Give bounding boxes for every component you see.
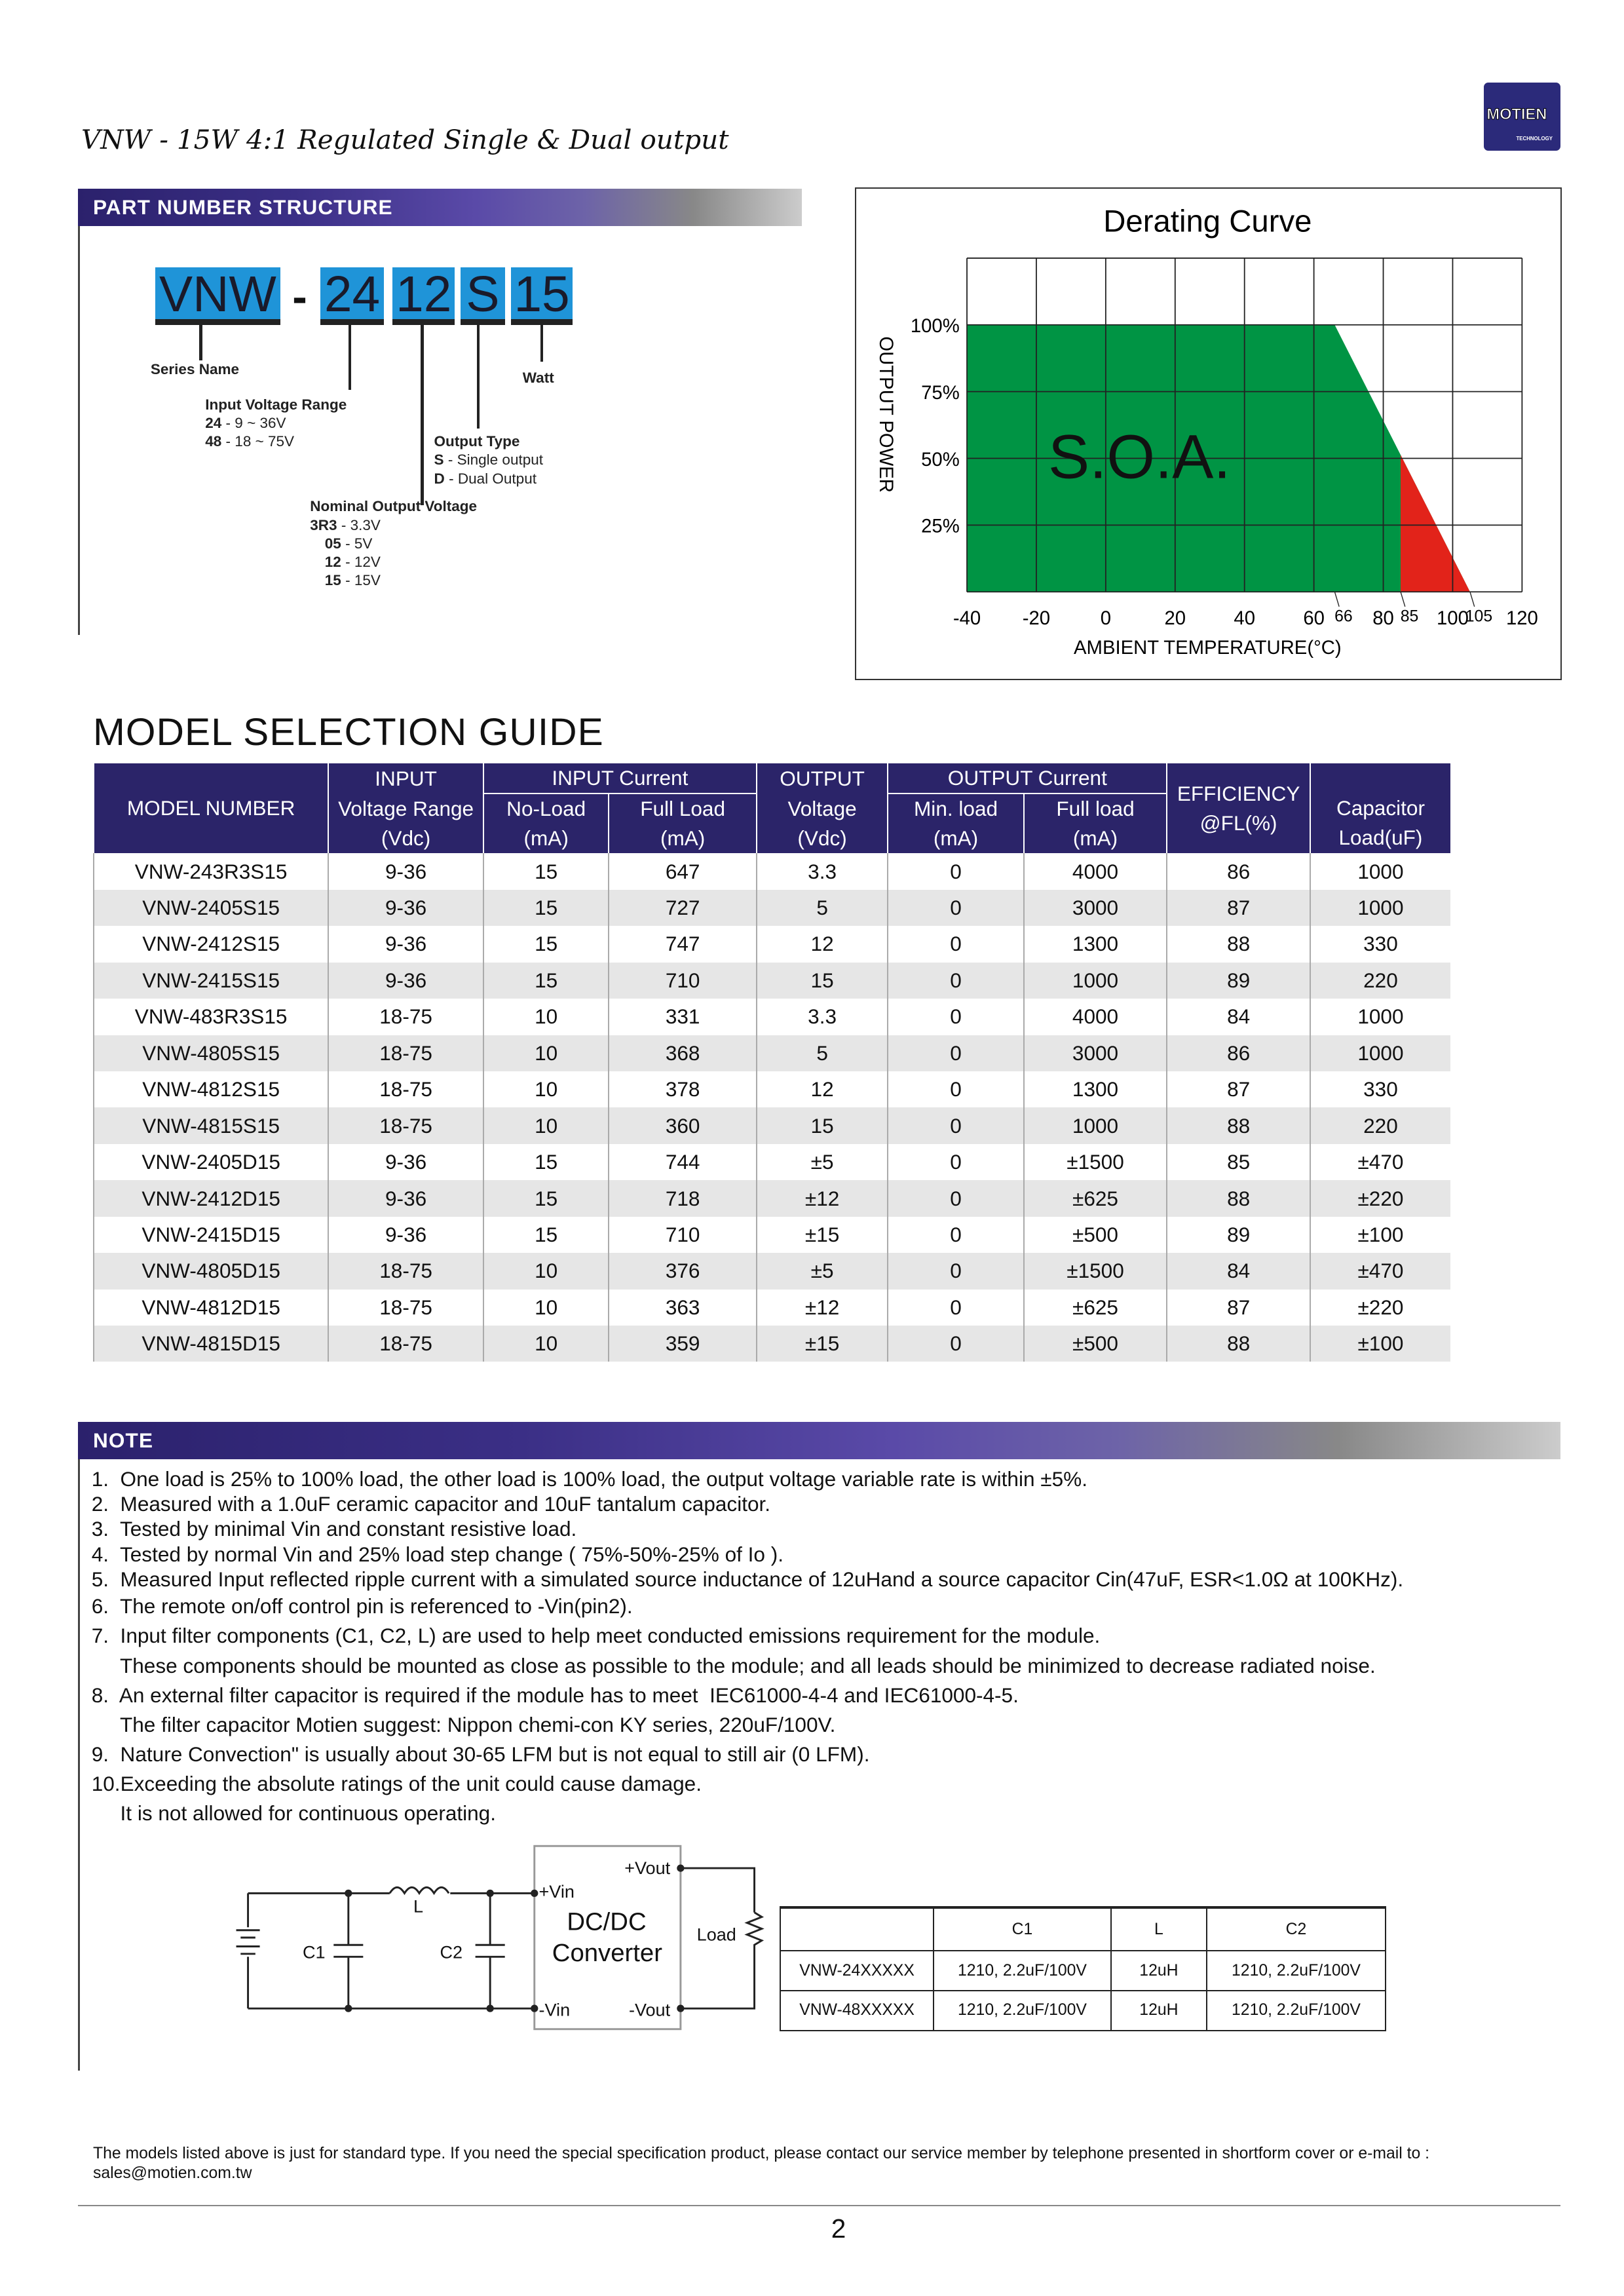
table-cell: 4000 bbox=[1024, 853, 1167, 889]
leader-line bbox=[349, 325, 352, 390]
table-cell: 9-36 bbox=[328, 1217, 483, 1253]
table-cell: 360 bbox=[609, 1107, 756, 1143]
table-cell: 84 bbox=[1167, 999, 1310, 1035]
table-cell: 15 bbox=[483, 853, 609, 889]
table-cell: L bbox=[1111, 1907, 1207, 1951]
c2-label: C2 bbox=[440, 1942, 463, 1962]
table-cell: VNW-4805S15 bbox=[94, 1035, 328, 1071]
table-cell: 12uH bbox=[1111, 1991, 1207, 2031]
table-cell: 9-36 bbox=[328, 890, 483, 926]
table-cell: VNW-2415S15 bbox=[94, 963, 328, 999]
table-cell: 88 bbox=[1167, 1326, 1310, 1362]
table-row bbox=[94, 999, 1450, 1035]
note-item: 1. One load is 25% to 100% load, the other load is 100% load, the output voltage variable rate is within ±5%. bbox=[91, 1466, 1087, 1491]
table-cell: 727 bbox=[609, 890, 756, 926]
table-row bbox=[94, 1107, 1450, 1143]
table-row bbox=[94, 890, 1450, 926]
table-cell: 1000 bbox=[1310, 1035, 1450, 1071]
table-cell: 15 bbox=[483, 926, 609, 962]
table-cell: 9-36 bbox=[328, 926, 483, 962]
table-row bbox=[94, 1144, 1450, 1180]
table-cell: 331 bbox=[609, 999, 756, 1035]
x-tick-label: 20 bbox=[1164, 607, 1186, 630]
table-cell: 0 bbox=[888, 853, 1023, 889]
soa-annotation: S.O.A. bbox=[1048, 422, 1231, 492]
y-tick-label: 50% bbox=[920, 448, 960, 470]
table-cell: 359 bbox=[609, 1326, 756, 1362]
table-cell: 363 bbox=[609, 1290, 756, 1326]
table-cell: 85 bbox=[1167, 1144, 1310, 1180]
table-cell: C1 bbox=[934, 1907, 1110, 1951]
x-extra-tick-label: 66 bbox=[1334, 607, 1353, 626]
table-cell: 18-75 bbox=[328, 1253, 483, 1289]
table-cell: 1000 bbox=[1310, 999, 1450, 1035]
note-item: 4. Tested by normal Vin and 25% load step change ( 75%-50%-25% of Io ). bbox=[91, 1542, 784, 1566]
note-item: 5. Measured Input reflected ripple current with a simulated source inductance of 12uHand a source capacitor Cin(47uF, ESR<1.0Ω at 100KHz). bbox=[91, 1567, 1404, 1592]
table-cell: ±625 bbox=[1024, 1180, 1167, 1216]
table-cell: 3000 bbox=[1024, 1035, 1167, 1071]
table-row bbox=[780, 1951, 1386, 1991]
table-row bbox=[94, 1180, 1450, 1216]
x-tick-label: -20 bbox=[1022, 607, 1050, 630]
footer-rule bbox=[78, 2205, 1560, 2206]
table-cell: ±500 bbox=[1024, 1217, 1167, 1253]
table-cell: 10 bbox=[483, 1290, 609, 1326]
table-cell: 18-75 bbox=[328, 1035, 483, 1071]
table-cell: 0 bbox=[888, 1290, 1023, 1326]
table-cell: ±625 bbox=[1024, 1290, 1167, 1326]
load-label: Load bbox=[696, 1924, 736, 1945]
table-cell: 710 bbox=[609, 1217, 756, 1253]
x-tick-label: -40 bbox=[953, 607, 981, 630]
table-cell: 747 bbox=[609, 926, 756, 962]
chart-title: Derating Curve bbox=[1103, 204, 1312, 239]
table-cell: 1300 bbox=[1024, 1071, 1167, 1107]
inductor-label: L bbox=[413, 1896, 424, 1917]
table-cell: 12 bbox=[757, 926, 888, 962]
table-cell: ±12 bbox=[757, 1180, 888, 1216]
table-cell: 18-75 bbox=[328, 1326, 483, 1362]
note-item: 3. Tested by minimal Vin and constant resistive load. bbox=[91, 1517, 577, 1541]
table-cell: 718 bbox=[609, 1180, 756, 1216]
watt-label: Watt bbox=[522, 370, 554, 387]
table-cell: 12uH bbox=[1111, 1951, 1207, 1991]
x-extra-tick bbox=[1470, 592, 1475, 607]
table-cell: VNW-2405S15 bbox=[94, 890, 328, 926]
table-cell: ±5 bbox=[757, 1253, 888, 1289]
table-cell: 1210, 2.2uF/100V bbox=[1207, 1951, 1386, 1991]
table-cell: VNW-243R3S15 bbox=[94, 853, 328, 889]
table-cell: 5 bbox=[757, 1035, 888, 1071]
segment-input: 24 bbox=[320, 267, 384, 325]
table-cell: 1210, 2.2uF/100V bbox=[1207, 1991, 1386, 2031]
note-item: 7. Input filter components (C1, C2, L) are used to help meet conducted emissions requirement for the module. bbox=[91, 1624, 1101, 1648]
table-cell: 12 bbox=[757, 1071, 888, 1107]
segment-output-voltage: 12 bbox=[392, 267, 455, 325]
table-cell bbox=[780, 1907, 934, 1951]
x-tick-label: 0 bbox=[1100, 607, 1111, 630]
segment-output-type: S bbox=[461, 267, 505, 325]
leader-line bbox=[477, 325, 480, 429]
x-tick-label: 80 bbox=[1372, 607, 1394, 630]
segment-series: VNW bbox=[155, 267, 281, 325]
table-cell: 1000 bbox=[1024, 963, 1167, 999]
table-cell: 10 bbox=[483, 1253, 609, 1289]
table-cell: 3.3 bbox=[757, 853, 888, 889]
table-cell: 15 bbox=[483, 890, 609, 926]
part-number-heading: PART NUMBER STRUCTURE bbox=[78, 189, 801, 225]
table-cell: 88 bbox=[1167, 1107, 1310, 1143]
table-cell: VNW-4812S15 bbox=[94, 1071, 328, 1107]
y-tick-label: 25% bbox=[920, 515, 960, 537]
table-row bbox=[94, 853, 1450, 889]
note-item: These components should be mounted as close as possible to the module; and all leads should be minimized to decrease radiated noise. bbox=[91, 1653, 1376, 1677]
table-cell: ±100 bbox=[1310, 1217, 1450, 1253]
converter-label-1: DC/DC bbox=[567, 1907, 647, 1936]
table-cell: ±470 bbox=[1310, 1144, 1450, 1180]
table-cell: 87 bbox=[1167, 1071, 1310, 1107]
note-item: 9. Nature Convection" is usually about 30-65 LFM but is not equal to still air (0 LFM). bbox=[91, 1742, 870, 1766]
table-cell: ±100 bbox=[1310, 1326, 1450, 1362]
vout-plus-label: +Vout bbox=[624, 1858, 671, 1878]
table-cell: 0 bbox=[888, 926, 1023, 962]
series-area-over-temperature bbox=[1401, 455, 1470, 592]
table-cell: 89 bbox=[1167, 1217, 1310, 1253]
table-cell: 710 bbox=[609, 963, 756, 999]
segment-dash: - bbox=[292, 272, 307, 322]
table-cell: ±500 bbox=[1024, 1326, 1167, 1362]
table-cell: 0 bbox=[888, 890, 1023, 926]
table-cell: 9-36 bbox=[328, 963, 483, 999]
note-heading: NOTE bbox=[78, 1422, 1560, 1459]
vin-plus-label: +Vin bbox=[538, 1881, 575, 1902]
filter-circuit-diagram bbox=[221, 1839, 782, 2046]
table-cell: 15 bbox=[483, 1144, 609, 1180]
series-name-label: Series Name bbox=[150, 360, 240, 377]
table-cell: ±15 bbox=[757, 1217, 888, 1253]
table-cell: 368 bbox=[609, 1035, 756, 1071]
load-resistor-icon bbox=[747, 1912, 762, 1949]
capacitor-c1-icon bbox=[333, 1893, 363, 2008]
table-cell: 0 bbox=[888, 963, 1023, 999]
table-cell: 0 bbox=[888, 1071, 1023, 1107]
output-type-legend: Output Type S - Single output D - Dual Output bbox=[434, 433, 544, 487]
capacitor-c2-icon bbox=[476, 1893, 505, 2008]
left-rule bbox=[78, 1459, 79, 2071]
table-cell: ±470 bbox=[1310, 1253, 1450, 1289]
table-cell: ±1500 bbox=[1024, 1253, 1167, 1289]
table-cell: 0 bbox=[888, 1035, 1023, 1071]
derating-chart-svg bbox=[856, 189, 1560, 679]
table-row bbox=[94, 926, 1450, 962]
table-row bbox=[94, 1071, 1450, 1107]
table-cell: 378 bbox=[609, 1071, 756, 1107]
table-cell: 9-36 bbox=[328, 853, 483, 889]
table-cell: 18-75 bbox=[328, 999, 483, 1035]
filter-components-table bbox=[780, 1906, 1386, 2031]
table-cell: VNW-2405D15 bbox=[94, 1144, 328, 1180]
table-cell: 9-36 bbox=[328, 1180, 483, 1216]
y-tick-label: 75% bbox=[920, 382, 960, 404]
note-item: 2. Measured with a 1.0uF ceramic capacitor and 10uF tantalum capacitor. bbox=[91, 1492, 771, 1516]
vout-minus-label: -Vout bbox=[629, 2000, 671, 2020]
input-range-legend: Input Voltage Range 24 - 9 ~ 36V 48 - 18 ~ 75V bbox=[205, 396, 347, 450]
converter-label-2: Converter bbox=[552, 1938, 662, 1967]
table-row bbox=[780, 1907, 1386, 1951]
table-cell: 330 bbox=[1310, 1071, 1450, 1107]
table-cell: 87 bbox=[1167, 890, 1310, 926]
x-axis-label: AMBIENT TEMPERATURE(°C) bbox=[1073, 637, 1342, 659]
x-tick-label: 40 bbox=[1234, 607, 1255, 630]
battery-icon bbox=[236, 1930, 260, 1953]
table-cell: 88 bbox=[1167, 926, 1310, 962]
nominal-voltage-legend: Nominal Output Voltage 3R3 - 3.3V 05 - 5V 12 - 12V 15 - 15V bbox=[310, 498, 478, 589]
table-cell: 15 bbox=[757, 1107, 888, 1143]
table-cell: 86 bbox=[1167, 1035, 1310, 1071]
x-tick-label: 120 bbox=[1505, 607, 1538, 630]
table-cell: 0 bbox=[888, 1180, 1023, 1216]
page-number: 2 bbox=[831, 2213, 846, 2244]
table-row bbox=[94, 1035, 1450, 1071]
leader-line bbox=[199, 325, 202, 360]
note-item: 8. An external filter capacitor is required if the module has to meet IEC61000-4-4 and IEC61000-4-5. bbox=[91, 1683, 1019, 1707]
table-cell: 1000 bbox=[1310, 853, 1450, 889]
model-selection-table: MODEL NUMBER INPUT INPUT Current OUTPUT OUTPUT Current EFFICIENCY @FL(%) Capacitor Load(uF) Voltage Range No-Load Full Load Voltage Min. load Full load (Vdc) (mA) (mA) (Vdc) (mA) (mA) VNW-243R3S15 9-36 15 647 3.3 0 4000 86 1000 VNW-2405S15 9-36 15 727 5 0 3000 87 1000 VNW-2412S15 9-36 15 747 12 0 1300 88 330 VNW-2415S15 9-36 15 710 15 0 1000 89 220 VNW-483R3S15 18-75 10 331 3.3 0 4000 84 1000 VNW-4805S15 18-75 10 368 5 0 3000 86 1000 VNW-4812S15 18-75 10 378 12 0 1300 87 330 VNW-4815S15 18-75 10 360 15 0 1000 88 220 VNW-2405D15 9-36 15 744 ±5 0 ±1500 85 ±470 VNW-2412D15 9-36 15 718 ±12 0 ±625 88 ±220 VNW-2415D15 9-36 15 710 ±15 0 ±500 89 ±100 VNW-4805D15 18-75 10 376 ±5 0 ±1500 84 ±470 VNW-4812D15 18-75 10 363 ±12 0 ±625 87 ±220 VNW-4815D15 18-75 10 359 ±15 0 ±500 88 ±100 bbox=[93, 763, 1450, 1362]
notes-list bbox=[92, 1466, 1403, 1828]
note-item: It is not allowed for continuous operating. bbox=[91, 1801, 496, 1825]
x-extra-tick-label: 105 bbox=[1465, 607, 1492, 626]
inductor-icon bbox=[390, 1887, 449, 1893]
footer-note: The models listed above is just for standard type. If you need the special specification product, please contact our service member by telephone presented in shortform cover or e-mail to : sales@motien.com.tw bbox=[92, 2145, 1430, 2182]
table-cell: 220 bbox=[1310, 1107, 1450, 1143]
table-cell: ±220 bbox=[1310, 1180, 1450, 1216]
table-cell: VNW-483R3S15 bbox=[94, 999, 328, 1035]
y-axis-label: OUTPUT POWER bbox=[875, 336, 897, 493]
table-cell: 84 bbox=[1167, 1253, 1310, 1289]
table-cell: 15 bbox=[483, 1180, 609, 1216]
table-cell: 89 bbox=[1167, 963, 1310, 999]
note-item: 10.Exceeding the absolute ratings of the unit could cause damage. bbox=[91, 1771, 702, 1795]
table-row bbox=[94, 963, 1450, 999]
table-cell: 87 bbox=[1167, 1290, 1310, 1326]
derating-chart bbox=[855, 187, 1562, 680]
table-cell: 1210, 2.2uF/100V bbox=[934, 1951, 1110, 1991]
table-cell: 1000 bbox=[1310, 890, 1450, 926]
table-cell: ±15 bbox=[757, 1326, 888, 1362]
vin-minus-label: -Vin bbox=[538, 2000, 571, 2020]
table-cell: 18-75 bbox=[328, 1107, 483, 1143]
table-cell: 4000 bbox=[1024, 999, 1167, 1035]
table-cell: 744 bbox=[609, 1144, 756, 1180]
table-cell: 15 bbox=[483, 963, 609, 999]
document-title: VNW - 15W 4:1 Regulated Single & Dual output bbox=[81, 124, 729, 156]
table-cell: 0 bbox=[888, 1217, 1023, 1253]
table-cell: 3000 bbox=[1024, 890, 1167, 926]
table-cell: 330 bbox=[1310, 926, 1450, 962]
table-cell: 9-36 bbox=[328, 1144, 483, 1180]
x-tick-label: 100 bbox=[1436, 607, 1469, 630]
table-row bbox=[94, 1326, 1450, 1362]
table-cell: 1210, 2.2uF/100V bbox=[934, 1991, 1110, 2031]
table-cell: 10 bbox=[483, 1107, 609, 1143]
note-item: 6. The remote on/off control pin is referenced to -Vin(pin2). bbox=[91, 1594, 633, 1618]
table-cell: 5 bbox=[757, 890, 888, 926]
table-cell: 0 bbox=[888, 1253, 1023, 1289]
table-cell: 1000 bbox=[1024, 1107, 1167, 1143]
table-cell: 10 bbox=[483, 1035, 609, 1071]
table-cell: ±220 bbox=[1310, 1290, 1450, 1326]
table-cell: 15 bbox=[757, 963, 888, 999]
table-cell: 0 bbox=[888, 1326, 1023, 1362]
table-cell: VNW-2415D15 bbox=[94, 1217, 328, 1253]
table-cell: VNW-4805D15 bbox=[94, 1253, 328, 1289]
table-cell: VNW-48XXXXX bbox=[780, 1991, 934, 2031]
x-extra-tick-label: 85 bbox=[1400, 607, 1419, 626]
note-item: The filter capacitor Motien suggest: Nippon chemi-con KY series, 220uF/100V. bbox=[91, 1712, 836, 1736]
x-tick-label: 60 bbox=[1303, 607, 1325, 630]
table-cell: 10 bbox=[483, 1071, 609, 1107]
table-cell: 0 bbox=[888, 1144, 1023, 1180]
table-cell: ±1500 bbox=[1024, 1144, 1167, 1180]
table-cell: 3.3 bbox=[757, 999, 888, 1035]
segment-watt: 15 bbox=[511, 267, 573, 325]
table-cell: 376 bbox=[609, 1253, 756, 1289]
table-cell: C2 bbox=[1207, 1907, 1386, 1951]
col-capacitor: Capacitor Load(uF) bbox=[1310, 763, 1450, 853]
table-cell: 647 bbox=[609, 853, 756, 889]
c1-label: C1 bbox=[302, 1942, 326, 1962]
x-extra-tick bbox=[1334, 592, 1339, 607]
table-cell: 88 bbox=[1167, 1180, 1310, 1216]
table-cell: 0 bbox=[888, 1107, 1023, 1143]
col-model: MODEL NUMBER bbox=[94, 763, 328, 853]
table-row bbox=[94, 1253, 1450, 1289]
table-cell: 10 bbox=[483, 999, 609, 1035]
table-cell: VNW-4815D15 bbox=[94, 1326, 328, 1362]
table-row bbox=[94, 1217, 1450, 1253]
table-cell: 1300 bbox=[1024, 926, 1167, 962]
table-cell: ±12 bbox=[757, 1290, 888, 1326]
table-cell: VNW-2412D15 bbox=[94, 1180, 328, 1216]
model-guide-title: MODEL SELECTION GUIDE bbox=[92, 710, 604, 754]
table-cell: 15 bbox=[483, 1217, 609, 1253]
table-cell: VNW-4815S15 bbox=[94, 1107, 328, 1143]
left-rule bbox=[78, 226, 79, 635]
y-tick-label: 100% bbox=[910, 315, 960, 337]
table-cell: 0 bbox=[888, 999, 1023, 1035]
table-cell: 10 bbox=[483, 1326, 609, 1362]
table-row bbox=[780, 1991, 1386, 2031]
table-cell: 220 bbox=[1310, 963, 1450, 999]
table-cell: ±5 bbox=[757, 1144, 888, 1180]
table-cell: 18-75 bbox=[328, 1290, 483, 1326]
col-efficiency: EFFICIENCY @FL(%) bbox=[1167, 763, 1310, 853]
leader-line bbox=[421, 325, 424, 505]
leader-line bbox=[540, 325, 544, 362]
table-cell: VNW-2412S15 bbox=[94, 926, 328, 962]
motien-logo: MOTIEN TECHNOLOGY bbox=[1484, 83, 1560, 151]
table-cell: VNW-4812D15 bbox=[94, 1290, 328, 1326]
x-extra-tick bbox=[1401, 592, 1405, 607]
table-cell: 18-75 bbox=[328, 1071, 483, 1107]
table-row bbox=[94, 1290, 1450, 1326]
table-cell: 86 bbox=[1167, 853, 1310, 889]
table-cell: VNW-24XXXXX bbox=[780, 1951, 934, 1991]
